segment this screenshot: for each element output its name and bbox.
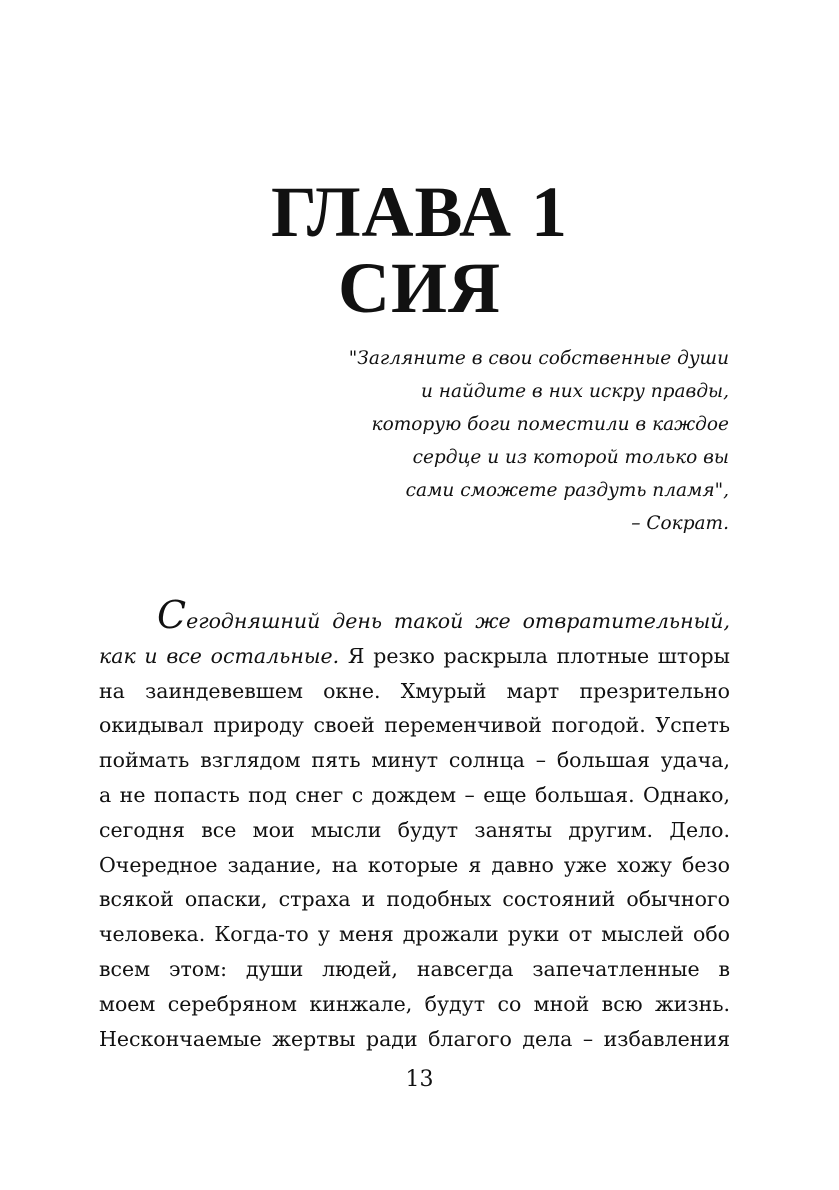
chapter-number-heading: ГЛАВА 1 — [270, 172, 569, 252]
epigraph-line: и найдите в них искру правды, — [420, 381, 729, 402]
body-line: окидывал природу своей переменчивой погодой. Успеть — [99, 713, 730, 738]
body-line: моем серебряном кинжале, будут со мной всю жизнь. — [99, 991, 730, 1016]
body-line: Нескончаемые жертвы ради благого дела – избавления — [99, 1026, 730, 1051]
epigraph-line: сердце и из которой только вы — [412, 447, 729, 468]
epigraph — [309, 342, 729, 540]
body-line: а не попасть под снег с дождем – еще большая. Однако, — [99, 782, 730, 807]
body-line: человека. Когда-то у меня дрожали руки от мыслей обо — [99, 922, 730, 947]
body-line-second — [99, 639, 730, 674]
page-number: 13 — [405, 1067, 434, 1092]
body-line-second-rest: Я резко раскрыла плотные шторы — [339, 643, 730, 668]
body-line: сегодня все мои мысли будут заняты другим. Дело. — [99, 817, 730, 842]
body-italic-phrase: как и все остальные. — [99, 643, 340, 668]
body-line: на заиндевевшем окне. Хмурый март презрительно — [99, 678, 730, 703]
body-line: всем этом: души людей, навсегда запечатленные в — [99, 956, 730, 981]
body-line: всякой опаски, страха и подобных состояний обычного — [99, 887, 730, 912]
epigraph-line: сами сможете раздуть пламя", — [405, 480, 729, 501]
body-line: поймать взглядом пять минут солнца – большая удача, — [99, 748, 730, 773]
body-line: Очередное задание, на которые я давно уже хожу безо — [99, 852, 730, 877]
epigraph-line: "Загляните в свои собственные души — [348, 348, 729, 369]
chapter-body — [99, 593, 730, 1056]
drop-cap: С — [157, 593, 187, 637]
chapter-name-heading: СИЯ — [338, 248, 501, 328]
epigraph-line: которую боги поместили в каждое — [371, 414, 729, 435]
body-line-first-rest: егодняшний день такой же отвратительный, — [186, 609, 730, 633]
epigraph-author: – Сократ. — [631, 513, 729, 534]
body-line-first — [99, 593, 730, 639]
